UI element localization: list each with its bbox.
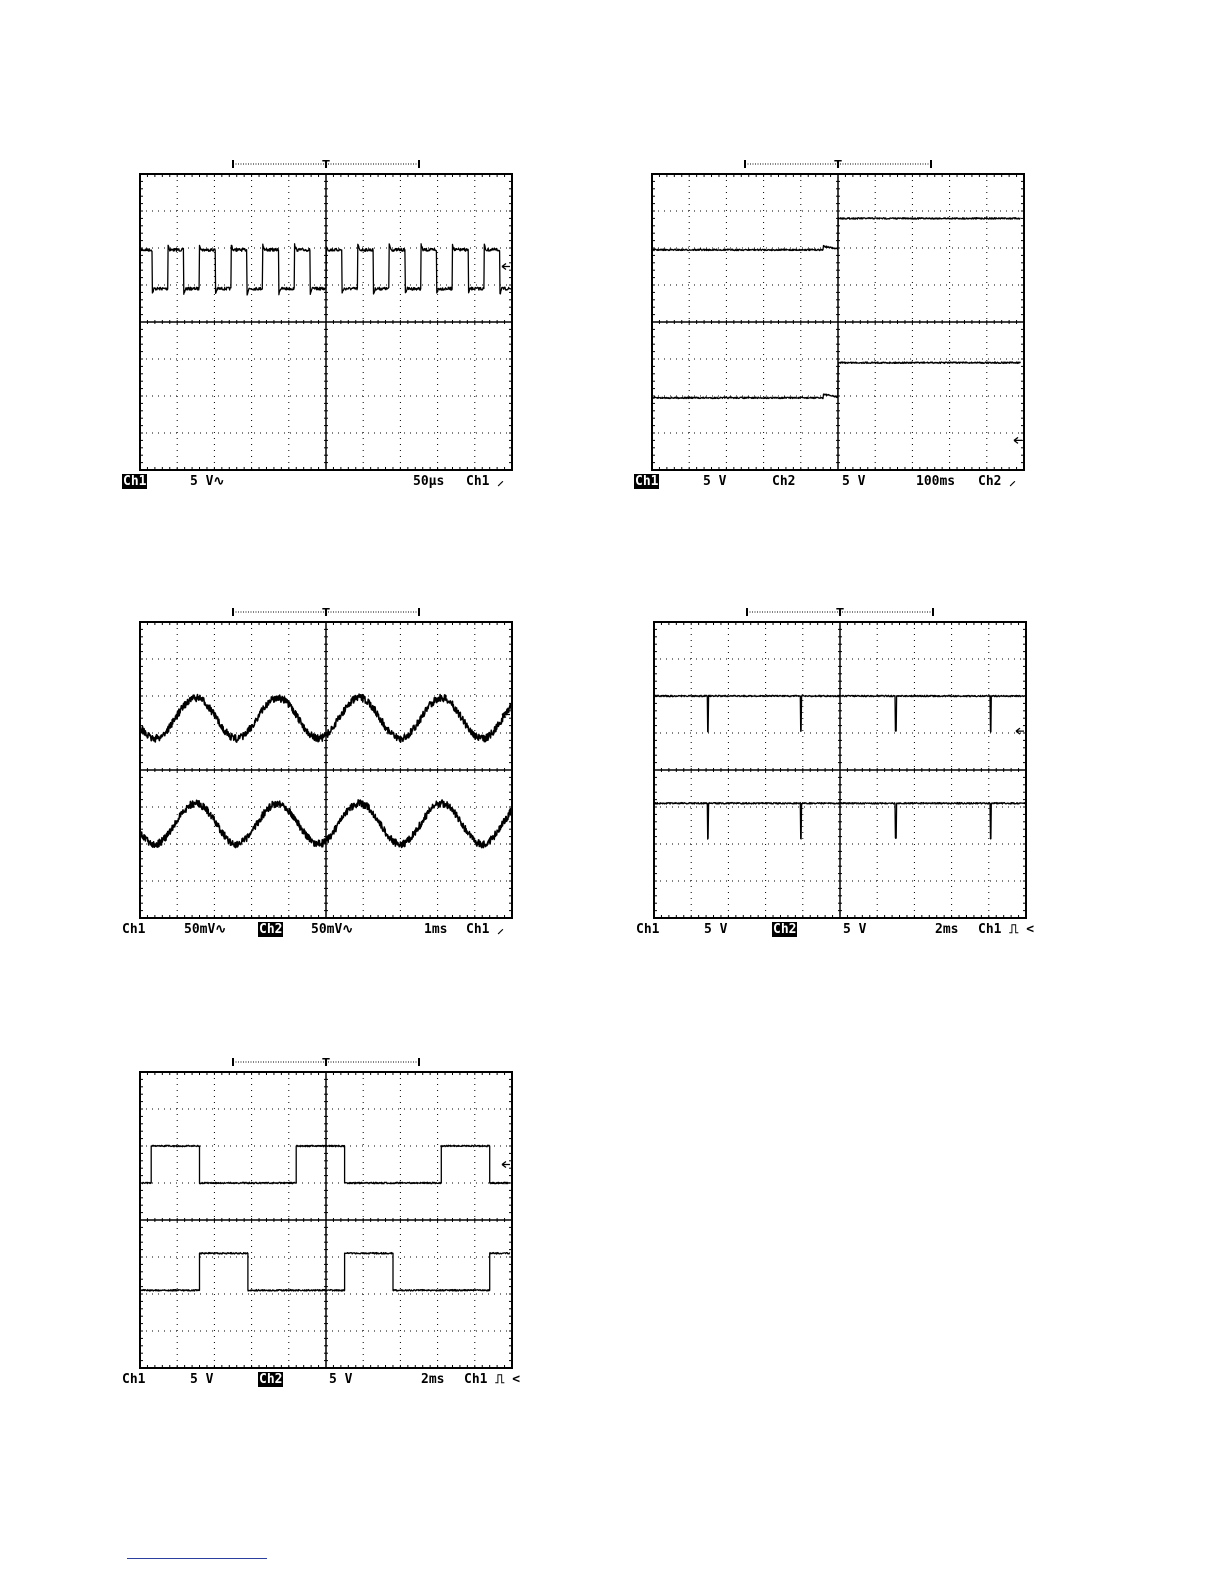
status-timebase: 2ms — [421, 1372, 445, 1387]
scope-2-screen — [630, 156, 1040, 476]
status-channel-2: Ch2 — [772, 474, 796, 489]
status-channel-1: Ch1 — [636, 922, 660, 937]
status-ch1-scale: 5 V∿ — [190, 474, 225, 489]
status-trigger: Ch1 ⸝ — [466, 922, 504, 937]
status-timebase: 50µs — [413, 474, 445, 489]
trigger-position-marker: T — [322, 158, 330, 171]
status-ch1-scale: 5 V — [703, 474, 727, 489]
status-ch2-scale: 5 V — [842, 474, 866, 489]
scope-3-screen — [118, 604, 528, 924]
footer-rule — [127, 1558, 267, 1559]
scope-4-screen — [632, 604, 1042, 924]
scope-5-status — [118, 1372, 528, 1388]
status-channel-2: Ch2 — [259, 922, 283, 937]
status-trigger: Ch1 ⎍ < — [464, 1372, 521, 1387]
status-timebase: 2ms — [935, 922, 959, 937]
status-channel-1: Ch1 — [635, 474, 659, 489]
scope-1-status — [118, 474, 528, 490]
scope-5 — [118, 1054, 528, 1394]
status-channel-1: Ch1 — [123, 474, 147, 489]
status-channel-2: Ch2 — [773, 922, 797, 937]
status-trigger: Ch1 ⸝ — [466, 474, 504, 489]
status-ch1-scale: 5 V — [704, 922, 728, 937]
status-timebase: 1ms — [424, 922, 448, 937]
trigger-position-marker: T — [322, 606, 330, 619]
status-ch1-scale: 50mV∿ — [184, 922, 227, 937]
status-channel-2: Ch2 — [259, 1372, 283, 1387]
scope-1 — [118, 156, 528, 496]
scope-3 — [118, 604, 528, 944]
status-ch2-scale: 50mV∿ — [311, 922, 354, 937]
scope-1-screen — [118, 156, 528, 476]
status-trigger: Ch2 ⸝ — [978, 474, 1016, 489]
status-ch2-scale: 5 V — [329, 1372, 353, 1387]
status-timebase: 100ms — [916, 474, 956, 489]
trigger-position-marker: T — [322, 1056, 330, 1069]
status-channel-1: Ch1 — [122, 1372, 146, 1387]
status-trigger: Ch1 ⎍ < — [978, 922, 1035, 937]
status-channel-1: Ch1 — [122, 922, 146, 937]
status-ch2-scale: 5 V — [843, 922, 867, 937]
scope-2-status — [630, 474, 1040, 490]
scope-2 — [630, 156, 1040, 496]
trigger-position-marker: T — [836, 606, 844, 619]
scope-3-status — [118, 922, 528, 938]
scope-4 — [632, 604, 1042, 944]
scope-4-status — [632, 922, 1042, 938]
trigger-position-marker: T — [834, 158, 842, 171]
scope-5-screen — [118, 1054, 528, 1374]
status-ch1-scale: 5 V — [190, 1372, 214, 1387]
